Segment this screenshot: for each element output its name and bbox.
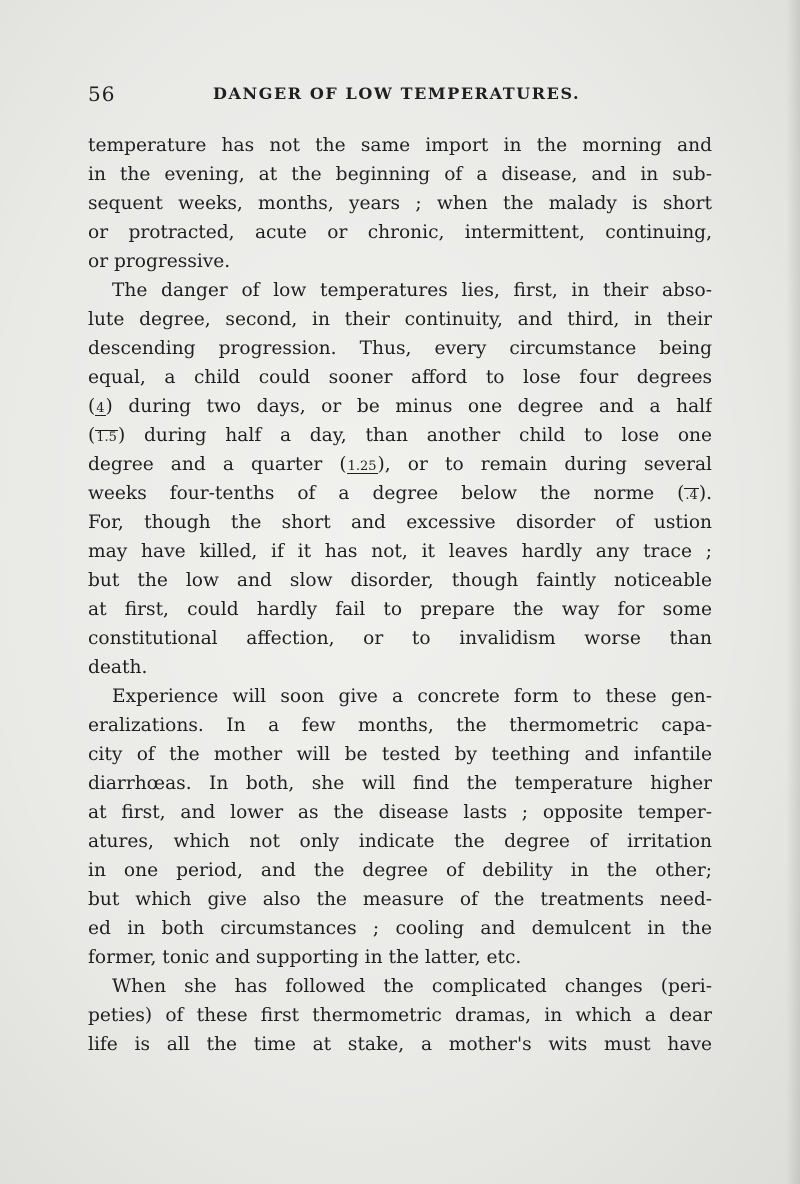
text-line: eralizations. In a few months, the thermometric capa- (88, 715, 712, 736)
text-line: constitutional affection, or to invalidism worse than (88, 628, 712, 649)
text-line: former, tonic and supporting in the latter, etc. (88, 947, 522, 968)
text-line: sequent weeks, months, years ; when the malady is short (88, 193, 712, 214)
fraction-one-and-half: 1.5 (96, 430, 117, 445)
page-number: 56 (88, 82, 116, 106)
text-line: city of the mother will be tested by teething and infantile (88, 744, 712, 765)
text-line: but the low and slow disorder, though faintly noticeable (88, 570, 712, 591)
text-line: in one period, and the degree of debility in the other; (88, 860, 712, 881)
text-line: descending progression. Thus, every circumstance being (88, 338, 712, 359)
text-line: The danger of low temperatures lies, first, in their abso- (112, 280, 712, 301)
text-line: at first, could hardly fail to prepare the way for some (88, 599, 712, 620)
text-line: ed in both circumstances ; cooling and demulcent in the (88, 918, 712, 939)
text-line: temperature has not the same import in the morning and (88, 135, 712, 156)
text-line: but which give also the measure of the treatments need- (88, 889, 712, 910)
text-line: in the evening, at the beginning of a disease, and in sub- (88, 164, 712, 185)
text-line: atures, which not only indicate the degree of irritation (88, 831, 712, 852)
fraction-four-tenths: .4 (685, 488, 698, 503)
running-title: DANGER OF LOW TEMPERATURES. (213, 84, 581, 103)
text-line: or protracted, acute or chronic, intermittent, continuing, (88, 222, 712, 243)
text-line: degree and a quarter (1.25), or to remain during several (88, 454, 712, 475)
fraction-one-and-quarter: 1.25 (347, 459, 377, 474)
fraction-four-degrees: 4 (96, 401, 105, 416)
text-line: (1.5) during half a day, than another child to lose one (88, 425, 712, 446)
text-line: equal, a child could sooner afford to lose four degrees (88, 367, 712, 388)
body-text (88, 131, 712, 1059)
running-head (88, 82, 708, 108)
text-line: (4) during two days, or be minus one degree and a half (88, 396, 712, 417)
text-line: may have killed, if it has not, it leaves hardly any trace ; (88, 541, 712, 562)
page-edge-shadow (786, 0, 800, 1184)
text-line: For, though the short and excessive disorder of ustion (88, 512, 712, 533)
text-line: at first, and lower as the disease lasts ; opposite temper- (88, 802, 712, 823)
text-line: weeks four-tenths of a degree below the norme (.4). (88, 483, 712, 504)
text-line: or progressive. (88, 251, 231, 272)
text-line: When she has followed the complicated changes (peri- (112, 976, 712, 997)
text-line: life is all the time at stake, a mother's wits must have (88, 1034, 712, 1055)
text-line: Experience will soon give a concrete form to these gen- (112, 686, 712, 707)
text-line: lute degree, second, in their continuity, and third, in their (88, 309, 712, 330)
text-line: death. (88, 657, 148, 678)
text-line: diarrhœas. In both, she will find the temperature higher (88, 773, 712, 794)
text-line: peties) of these first thermometric dramas, in which a dear (88, 1005, 712, 1026)
